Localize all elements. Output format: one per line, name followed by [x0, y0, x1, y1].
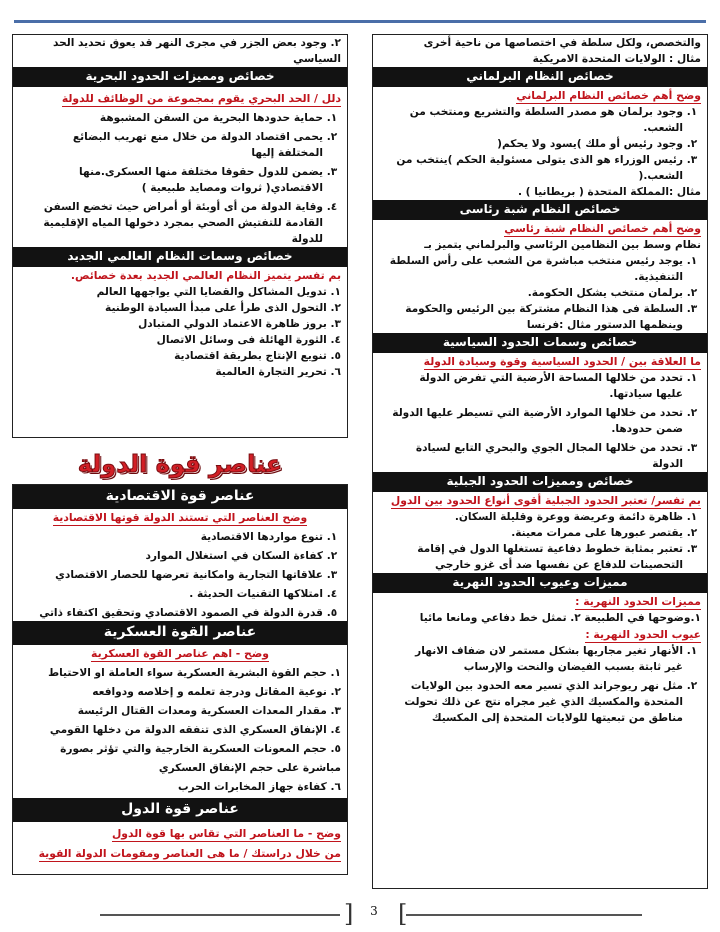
page-bracket-left: [ — [344, 900, 354, 928]
mountain-question: بم تفسر/ تعتبر الحدود الجبلية أقوى أنواع الحدود بين الدول — [390, 494, 701, 507]
footer-rule-left — [100, 914, 340, 916]
statepower-title: عناصر قوة الدول — [13, 798, 347, 822]
river-dis-title: عيوب الحدود النهرية : — [585, 628, 701, 641]
list-item: يوجد رئيس منتخب مباشرة من الشعب على رأس السلطة — [389, 255, 683, 267]
item-number: ٣. — [686, 154, 698, 166]
parliamentary-question: وضح أهم خصائص النظام البرلماني — [516, 89, 701, 102]
economic-question: وضح العناصر التي تستند الدولة قوتها الاقتصادية — [52, 511, 308, 524]
list-item: كفاءة السكان في استغلال الموارد — [145, 550, 323, 562]
list-item: ٢. نوعية المقاتل ودرجة تعلمه و إخلاصه ودوافعه — [92, 686, 341, 698]
item-number: ١. — [326, 531, 338, 543]
list-item-cont: عليها سيادتها. — [609, 388, 683, 400]
list-item: امتلاكها التقنيات الحديثة . — [189, 588, 323, 600]
list-item: ٥. حجم المعونات العسكرية الخارجية والتي تؤثر بصورة — [60, 743, 341, 755]
list-item: يضمن للدول حقوقا مختلفة منها العسكرى.منها — [79, 166, 323, 178]
marine-question: دلل / الحد البحري يقوم بمجموعة من الوظائف للدولة — [61, 92, 341, 105]
footer-rule-right — [406, 914, 642, 916]
list-item-cont: وينظمها الدستور مثال :فرنسا — [526, 319, 683, 331]
list-item: تنوع مواردها الاقتصادية — [200, 531, 323, 543]
list-item: برلمان منتخب يشكل الحكومة. — [527, 287, 683, 299]
list-item: ٢. التحول الذى طرأ على مبدأ السيادة الوطنية — [105, 302, 341, 314]
list-item: ٦. تحرير التجارة العالمية — [215, 366, 341, 378]
intro-line-2: مثال : الولايات المتحدة الامريكية — [532, 53, 701, 65]
list-item: ٤. الإنفاق العسكري الذى تنفقه الدولة من دخلها القومي — [49, 724, 341, 736]
neworder-question: بم تفسر يتميز النظام العالمي الجديد بعدة خصائص. — [70, 269, 341, 282]
list-item: علاقاتها التجارية وامكانية تعرضها للحصار الاقتصادي — [55, 569, 323, 581]
list-item: ١. تدويل المشاكل والقضايا التي يواجهها العالم — [96, 286, 341, 298]
list-item: ١. حجم القوة البشرية العسكرية سواء العاملة او الاحتياط — [48, 667, 341, 679]
list-item: ٣. بروز ظاهرة الاعتماد الدولي المتبادل — [138, 318, 341, 330]
list-item: ٤. الثورة الهائلة فى وسائل الاتصال — [156, 334, 341, 346]
semi-title: خصائص النظام شبة رئاسى — [373, 200, 707, 220]
left-column-top — [12, 34, 348, 438]
list-item-cont: ضمن حدودها. — [611, 423, 683, 435]
left-top-line-1: ٢. وجود بعض الجزر في مجرى النهر قد يعوق تحديد الحد — [53, 37, 341, 49]
river-adv-line: ١.وضوحها في الطبيعة ٢. تمثل خط دفاعي ومانعا مائيا — [419, 612, 701, 624]
item-number: ٤. — [326, 588, 338, 600]
list-item: وجود رئيس أو ملك )يسود ولا يحكم( — [497, 138, 683, 150]
item-number: ٣. — [686, 543, 698, 555]
list-item-cont: المتحدة والمكسيك الذي غير مجراه نتج عن ذلك تحولت — [404, 696, 683, 708]
parliamentary-example: مثال :المملكة المتحدة ( بريطانيا ) . — [517, 186, 701, 198]
neworder-title: خصائص وسمات النظام العالمي الجديد — [13, 247, 347, 267]
list-item-cont: الدولة — [652, 458, 683, 470]
list-item: وجود برلمان هو مصدر السلطة والتشريع ومنتخب من — [409, 106, 683, 118]
river-title: مميزات وعيوب الحدود النهرية — [373, 573, 707, 593]
list-item-cont: القادمة للتفتيش الصحي بمجرد دخولها المياه الإقليمية — [43, 217, 323, 229]
list-item-cont: مناطق من تبعيتها للولايات المتحدة إلى المكسيك — [431, 712, 683, 724]
item-number: ٢. — [686, 407, 698, 419]
item-number: ٣. — [686, 303, 698, 315]
item-number: ٣. — [686, 442, 698, 454]
item-number: ٢. — [686, 138, 698, 150]
political-title: خصائص وسمات الحدود السياسية — [373, 333, 707, 353]
list-item-cont: غير ثابتة بسبب الفيضان والنحت والإرساب — [463, 661, 683, 673]
list-item-cont: مباشرة على حجم الإنفاق العسكري — [158, 762, 341, 774]
list-item-cont: التحصينات للدفاع عن نفسها ضد أى غزو خارجي — [435, 559, 683, 571]
item-number: ١. — [686, 645, 698, 657]
item-number: ٢. — [686, 527, 698, 539]
list-item-cont: للدولة — [291, 233, 323, 245]
list-item-cont: المختلفة إليها — [251, 147, 323, 159]
list-item: تحدد من خلالها الموارد الأرضية التي تسيطر عليها الدولة — [392, 407, 683, 419]
political-question: ما العلاقة بين / الحدود السياسية وقوة وسيادة الدولة — [423, 355, 701, 368]
item-number: ٣. — [326, 166, 338, 178]
mountain-title: خصائص ومميزات الحدود الجبلية — [373, 472, 707, 492]
item-number: ١. — [686, 255, 698, 267]
list-item: قدرة الدولة في الصمود الاقتصادي وتحقيق اكتفاء ذاتي — [39, 607, 323, 619]
item-number: ١. — [686, 511, 698, 523]
list-item-cont: الشعب.( — [638, 170, 683, 182]
semi-question: وضح أهم خصائص النظام شبة رئاسي — [504, 222, 701, 235]
list-item: ٦. كفاءة جهاز المخابرات الحرب — [177, 781, 341, 793]
top-rule — [14, 20, 706, 23]
item-number: ٢. — [686, 287, 698, 299]
list-item: وقاية الدولة من أى أوبئة أو أمراض حيث تخضع السفن — [43, 201, 323, 213]
parliamentary-title: خصائص النظام البرلماني — [373, 67, 707, 87]
list-item: تحدد من خلالها المساحة الأرضية التي تفرض الدولة — [419, 372, 683, 384]
item-number: ٣. — [326, 569, 338, 581]
item-number: ٥. — [326, 607, 338, 619]
item-number: ١. — [686, 372, 698, 384]
item-number: ٢. — [326, 550, 338, 562]
left-top-line-2: السياسي — [293, 53, 341, 65]
marine-title: خصائص ومميزات الحدود البحرية — [13, 67, 347, 87]
list-item: تحدد من خلالها المجال الجوي والبحري التابع لسيادة — [415, 442, 683, 454]
list-item: تعتبر بمثابة خطوط دفاعية تستغلها الدول في إقامة — [417, 543, 683, 555]
list-item: ٥. تنويع الإنتاج بطريقة اقتصادية — [174, 350, 341, 362]
list-item: مثل نهر ريوجراند الذي تسير معه الحدود بين الولايات — [410, 680, 683, 692]
list-item-cont: التنفيذية. — [634, 271, 683, 283]
section-banner — [12, 447, 348, 481]
list-item: ظاهرة دائمة وعريضة ووعرة وقليلة السكان. — [454, 511, 683, 523]
item-number: ٤. — [326, 201, 338, 213]
economic-title: عناصر قوة الاقتصادية — [13, 485, 347, 509]
item-number: ١. — [686, 106, 698, 118]
list-item-cont: الشعب. — [643, 122, 683, 134]
list-item: رئيس الوزراء هو الذى يتولى مسئولية الحكم )ينتخب من — [396, 154, 683, 166]
statepower-question-2: من خلال دراستك / ما هى العناصر ومقومات الدولة القوية — [38, 847, 341, 860]
item-number: ٢. — [326, 131, 338, 143]
list-item: السلطة فى هذا النظام مشتركة بين الرئيس والحكومة — [405, 303, 683, 315]
right-column — [372, 34, 708, 889]
left-column-bottom — [12, 484, 348, 875]
list-item-cont: الاقتصادي( ثروات ومصايد طبيعية ) — [141, 182, 323, 194]
list-item: حماية حدودها البحرية من السفن المشبوهة — [99, 112, 323, 124]
military-question: وضح - اهم عناصر القوة العسكرية — [91, 647, 269, 660]
list-item: يحمى اقتصاد الدولة من خلال منع تهريب البضائع — [72, 131, 323, 143]
list-item: ٣. مقدار المعدات العسكرية ومعدات القتال الرئيسة — [77, 705, 341, 717]
banner-title: عناصر قوة الدولة — [77, 450, 283, 478]
item-number: ١. — [326, 112, 338, 124]
intro-line-1: والتخصص، ولكل سلطة في اختصاصها من ناحية أخرى — [423, 37, 701, 49]
item-number: ٢. — [686, 680, 698, 692]
page-bracket-right: ] — [398, 900, 408, 928]
statepower-question-1: وضح - ما العناصر التي تقاس بها قوة الدول — [111, 827, 341, 840]
military-title: عناصر القوة العسكرية — [13, 621, 347, 645]
semi-intro: نظام وسط بين النظامين الرئاسي والبرلماني يتميز بـ — [424, 239, 701, 251]
list-item: الأنهار تغير مجاريها بشكل مستمر لان ضفاف الانهار — [415, 645, 683, 657]
page-number: 3 — [370, 904, 378, 918]
list-item: يقتصر عبورها على ممرات معينة. — [511, 527, 683, 539]
river-adv-title: مميزات الحدود النهرية : — [575, 595, 701, 608]
